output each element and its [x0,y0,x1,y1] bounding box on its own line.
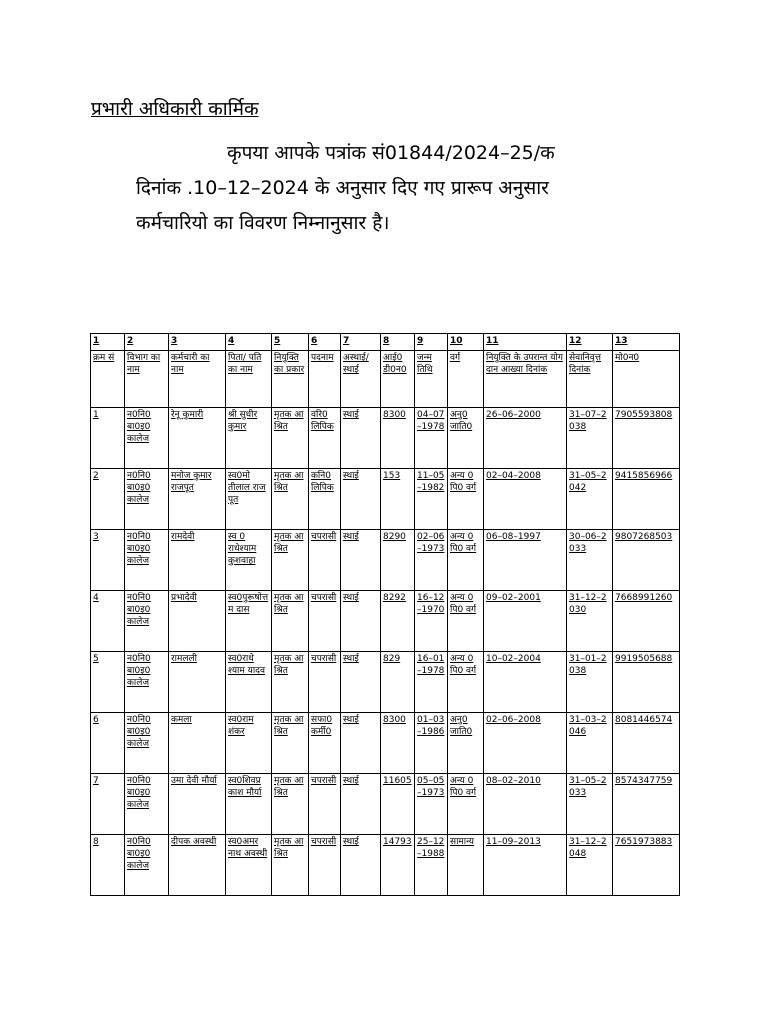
table-cell: क्रम सं [91,351,125,408]
table-cell: अन्य 0पि0 वर्ग [448,591,484,652]
table-cell: वर्ग [448,351,484,408]
table-cell: चपरासी [309,652,341,713]
table-row [91,713,680,774]
table-cell: अनु0 जाति0 [448,408,484,469]
table-cell: मृतक आश्रित [272,469,309,530]
table-cell: अन्य 0पि0 वर्ग [448,774,484,835]
table-row [91,408,680,469]
table-cell: 10 [448,334,484,351]
table-cell: न0नि0 बा0इ0 कालेज [125,835,169,896]
table-cell: स्व0पुरूषोत्तम दास [226,591,272,652]
table-cell: सेवानिवृत्त दिनांक [567,351,613,408]
table-cell: 6 [91,713,125,774]
table-cell: 08–02–2010 [484,774,567,835]
table-cell: नियुक्ति के उपरान्त योगदान आख्या दिनांक [484,351,567,408]
table-cell: 829 [381,652,415,713]
table-cell: न0नि0 बा0इ0 कालेज [125,530,169,591]
table-cell: स्थाई [341,530,381,591]
table-cell: स्थाई [341,774,381,835]
table-cell: 10–02–2004 [484,652,567,713]
table-cell: 05–05–1973 [415,774,448,835]
table-cell: 11–05–1982 [415,469,448,530]
table-cell: 11605 [381,774,415,835]
table-cell: न0नि0 बा0इ0 कालेज [125,408,169,469]
table-cell: स्थाई [341,835,381,896]
table-cell: 3 [169,334,226,351]
table-cell: 11 [484,334,567,351]
table-cell: 02–06–1973 [415,530,448,591]
table-cell: पदनाम [309,351,341,408]
table-cell: 26–06–2000 [484,408,567,469]
table-cell: मृतक आश्रित [272,530,309,591]
table-row [91,469,680,530]
table-cell: 31–05–2042 [567,469,613,530]
column-number-row [91,334,680,351]
table-cell: 7668991260 [613,591,680,652]
table-cell: 16–01–1978 [415,652,448,713]
table-cell: 01–03–1986 [415,713,448,774]
table-cell: 1 [91,334,125,351]
table-cell: 5 [272,334,309,351]
table-cell: 09–02–2001 [484,591,567,652]
table-cell: चपरासी [309,591,341,652]
table-cell: स्व0शिवप्रकाश मौर्या [226,774,272,835]
letter-paragraph [136,136,656,241]
table-cell: पिता/ पति का नाम [226,351,272,408]
table-cell: 13 [613,334,680,351]
table-cell: मृतक आश्रित [272,591,309,652]
table-row [91,591,680,652]
table-cell: 8574347759 [613,774,680,835]
table-cell: 31–03–2046 [567,713,613,774]
table-cell: स्व0मो तीलाल राजपूत [226,469,272,530]
table-cell: 8300 [381,713,415,774]
table-cell: मृतक आश्रित [272,652,309,713]
table-cell: 8290 [381,530,415,591]
table-cell: नियुक्ति का प्रकार [272,351,309,408]
table-cell: 14793 [381,835,415,896]
table-cell: चपरासी [309,774,341,835]
table-cell: अन्य 0पि0 वर्ग [448,652,484,713]
table-cell: विभाग का नाम [125,351,169,408]
table-cell: श्री सुधीर कुमार [226,408,272,469]
paragraph-line-2: दिनांक .10–12–2024 के अनुसार दिए गए प्रारूप अनुसार [136,177,549,199]
table-cell: 02–04–2008 [484,469,567,530]
table-cell: अन्य 0पि0 वर्ग [448,469,484,530]
table-cell: न0नि0 बा0इ0 कालेज [125,774,169,835]
table-cell: रामदेवी [169,530,226,591]
table-cell: 31–07–2038 [567,408,613,469]
table-cell: सामान्य [448,835,484,896]
table-cell: मृतक आश्रित [272,713,309,774]
table-cell: 153 [381,469,415,530]
table-cell: कर्मचारी का नाम [169,351,226,408]
table-row [91,774,680,835]
table-cell: 4 [226,334,272,351]
table-cell: कनि0लिपिक [309,469,341,530]
table-cell: 12 [567,334,613,351]
table-cell: स्थाई [341,408,381,469]
table-cell: 25–12–1988 [415,835,448,896]
table-cell: जन्म तिथि [415,351,448,408]
paragraph-line-1: कृपया आपके पत्रांक सं01844/2024–25/क [227,142,555,164]
table-cell: स्व 0राधेश्याम कुशवाहा [226,530,272,591]
table-cell: मनोज कुमार राजपूत [169,469,226,530]
table-cell: 7 [341,334,381,351]
table-cell: मृतक आश्रित [272,408,309,469]
table-cell: 6 [309,334,341,351]
table-cell: सफा0कर्मी0 [309,713,341,774]
table-cell: स्व0अमरनाथ अवस्थी [226,835,272,896]
table-cell: 11–09–2013 [484,835,567,896]
table-cell: स्व0राधे श्याम यादव [226,652,272,713]
table-row [91,652,680,713]
table-cell: प्रभादेवी [169,591,226,652]
table-row [91,530,680,591]
table-cell: स्थाई [341,469,381,530]
table-cell: अन्य 0पि0 वर्ग [448,530,484,591]
paragraph-line-3: कर्मचारियो का विवरण निम्नानुसार है। [136,212,390,234]
table-cell: 9807268503 [613,530,680,591]
table-cell: 30–06–2033 [567,530,613,591]
table-cell: 02–06–2008 [484,713,567,774]
table-cell: न0नि0 बा0इ0 कालेज [125,652,169,713]
table-cell: 5 [91,652,125,713]
table-cell: रेनू कुमारी [169,408,226,469]
table-cell: न0नि0 बा0इ0 कालेज [125,469,169,530]
table-cell: 2 [91,469,125,530]
table-cell: 8081446574 [613,713,680,774]
table-cell: 1 [91,408,125,469]
table-cell: 8 [381,334,415,351]
table-cell: रामलली [169,652,226,713]
table-cell: 4 [91,591,125,652]
table-cell: 31–12–2030 [567,591,613,652]
table-cell: अस्थाई/ स्थाई [341,351,381,408]
table-cell: आई0डी0न0 [381,351,415,408]
table-cell: कमला [169,713,226,774]
table-cell: वरि0 लिपिक [309,408,341,469]
header-row [91,351,680,408]
table-cell: 04–07–1978 [415,408,448,469]
table-cell: दीपक अवस्थी [169,835,226,896]
table-cell: 7 [91,774,125,835]
table-cell: मृतक आश्रित [272,835,309,896]
table-cell: स्थाई [341,713,381,774]
table-cell: 2 [125,334,169,351]
table-cell: मो0न0 [613,351,680,408]
table-cell: न0नि0 बा0इ0 कालेज [125,591,169,652]
table-cell: चपरासी [309,835,341,896]
table-cell: 7651973883 [613,835,680,896]
table-cell: 31–05–2033 [567,774,613,835]
table-cell: 31–12–2048 [567,835,613,896]
table-cell: स्थाई [341,652,381,713]
table-cell: 16–12–1970 [415,591,448,652]
table-cell: 3 [91,530,125,591]
table-cell: 06–08–1997 [484,530,567,591]
table-cell: 31–01–2038 [567,652,613,713]
table-cell: 9919505688 [613,652,680,713]
table-cell: 7905593808 [613,408,680,469]
employee-table [90,333,680,896]
table-row [91,835,680,896]
table-cell: 8292 [381,591,415,652]
table-cell: अनु0 जाति0 [448,713,484,774]
table-cell: 8300 [381,408,415,469]
table-cell: न0नि0 बा0इ0 कालेज [125,713,169,774]
table-cell: 9415856966 [613,469,680,530]
table-cell: 9 [415,334,448,351]
page-heading: प्रभारी अधिकारी कार्मिक [91,98,259,120]
table-cell: चपरासी [309,530,341,591]
table-cell: मृतक आश्रित [272,774,309,835]
table-cell: स्व0राम शंकर [226,713,272,774]
table-cell: 8 [91,835,125,896]
table-cell: उमा देवी मौर्या [169,774,226,835]
table-cell: स्थाई [341,591,381,652]
